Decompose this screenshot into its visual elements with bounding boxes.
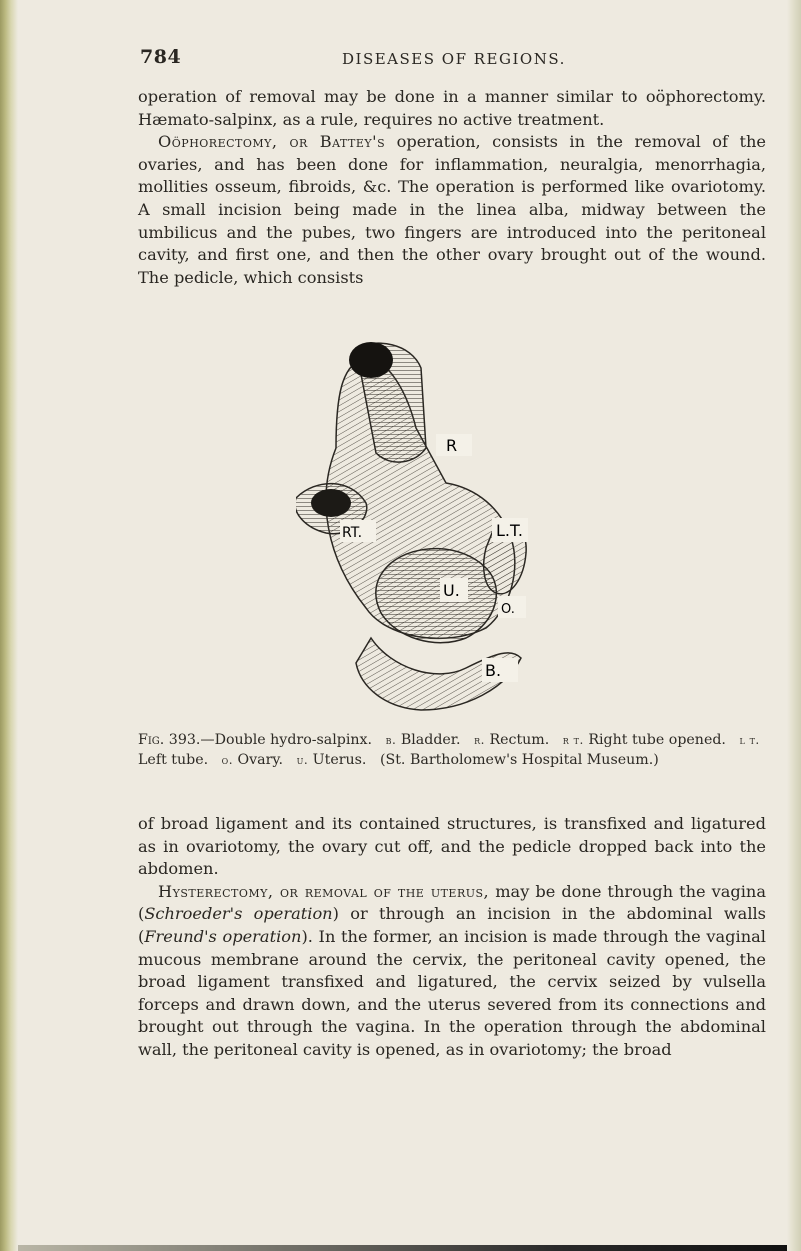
page-right-edge: [787, 0, 801, 1251]
page-header: [132, 44, 772, 74]
running-title: DISEASES OF REGIONS.: [342, 50, 566, 68]
caption-source: (St. Bartholomew's Hospital Museum.): [379, 751, 659, 768]
schroeder-operation: Schroeder's operation: [144, 904, 333, 924]
paragraph-haemato-salpinx: operation of removal may be done in a manner similar to oöphorectomy. Hæmato-salpinx, as a rule, requires no active treatment.: [138, 87, 766, 129]
right-tube-opening-shape: [311, 489, 351, 517]
caption-value-o: Ovary.: [237, 751, 284, 768]
figure-label-r: R: [446, 436, 458, 455]
book-spine-edge: [0, 0, 18, 1251]
figure-label-o: O.: [501, 602, 515, 617]
caption-key-b: b.: [385, 733, 397, 747]
paragraph-oophorectomy-text: operation, consists in the removal of the ovaries, and has been done for inflammation, neuralgia, menorrhagia, mollities osseum, fibroids, &c. The operation is performed like ovariotomy. A small incision being made in the linea alba, midway between the umbilicus and the pubes, two fingers are introduced into the peritoneal cavity, and first one, and then the other ovary brought out of the wound. The pedicle, which consists: [138, 132, 766, 287]
term-oophorectomy: Oöphorectomy, or Battey's: [158, 132, 386, 152]
caption-value-r: Rectum.: [489, 732, 550, 748]
body-text-top: [138, 86, 766, 289]
hysterectomy-text-c: ). In the former, an incision is made through the vaginal mucous membrane around the cervix, the peritoneal cavity opened, the broad ligament transfixed and ligatured, the cervix seized by vulsella forceps and drawn down, and the uterus severed from its connections and brought out through the vagina. In the operation through the abdominal wall, the peritoneal cavity is opened, as in ovariotomy; the broad: [138, 926, 766, 1059]
figure-caption: [138, 731, 768, 770]
caption-key-rt: r t.: [562, 733, 584, 747]
caption-value-b: Bladder.: [400, 732, 461, 748]
caption-key-lt: l t.: [739, 733, 760, 747]
figure-label-b: B.: [485, 661, 502, 680]
freund-operation: Freund's operation: [144, 926, 302, 946]
figure-label-rt: RT.: [342, 525, 363, 541]
paragraph-broad-ligament: of broad ligament and its contained structures, is transfixed and ligatured as in ovariotomy, the ovary cut off, and the pedicle dropped back into the abdomen.: [138, 814, 766, 879]
body-text-bottom: [138, 813, 766, 1062]
page-number: 784: [140, 46, 182, 68]
caption-value-rt: Right tube opened.: [588, 732, 726, 748]
page-bottom-edge: [18, 1245, 787, 1251]
hydro-salpinx-drawing: [296, 338, 528, 718]
paragraph-oophorectomy: [138, 131, 766, 289]
rectum-opening-shape: [349, 342, 393, 378]
caption-key-r: r.: [474, 733, 485, 747]
caption-figure-number: Fig. 393.: [138, 732, 201, 748]
paragraph-hysterectomy: [138, 881, 766, 1062]
term-hysterectomy: Hysterectomy, or removal of the uterus,: [158, 881, 490, 901]
figure-label-u: U.: [443, 581, 460, 600]
figure-393-illustration: [296, 338, 528, 718]
caption-key-u: u.: [296, 752, 309, 767]
hysterectomy-text-b: ) or through an incision in the abdominal walls (: [138, 904, 766, 946]
caption-title: —Double hydro-salpinx.: [200, 732, 373, 748]
caption-key-o: o.: [221, 752, 234, 767]
hysterectomy-text-a: may be done through the vagina (: [138, 881, 766, 924]
caption-value-u: Uterus.: [312, 751, 367, 768]
caption-value-lt: Left tube.: [138, 751, 209, 768]
figure-label-lt: L.T.: [496, 521, 523, 540]
